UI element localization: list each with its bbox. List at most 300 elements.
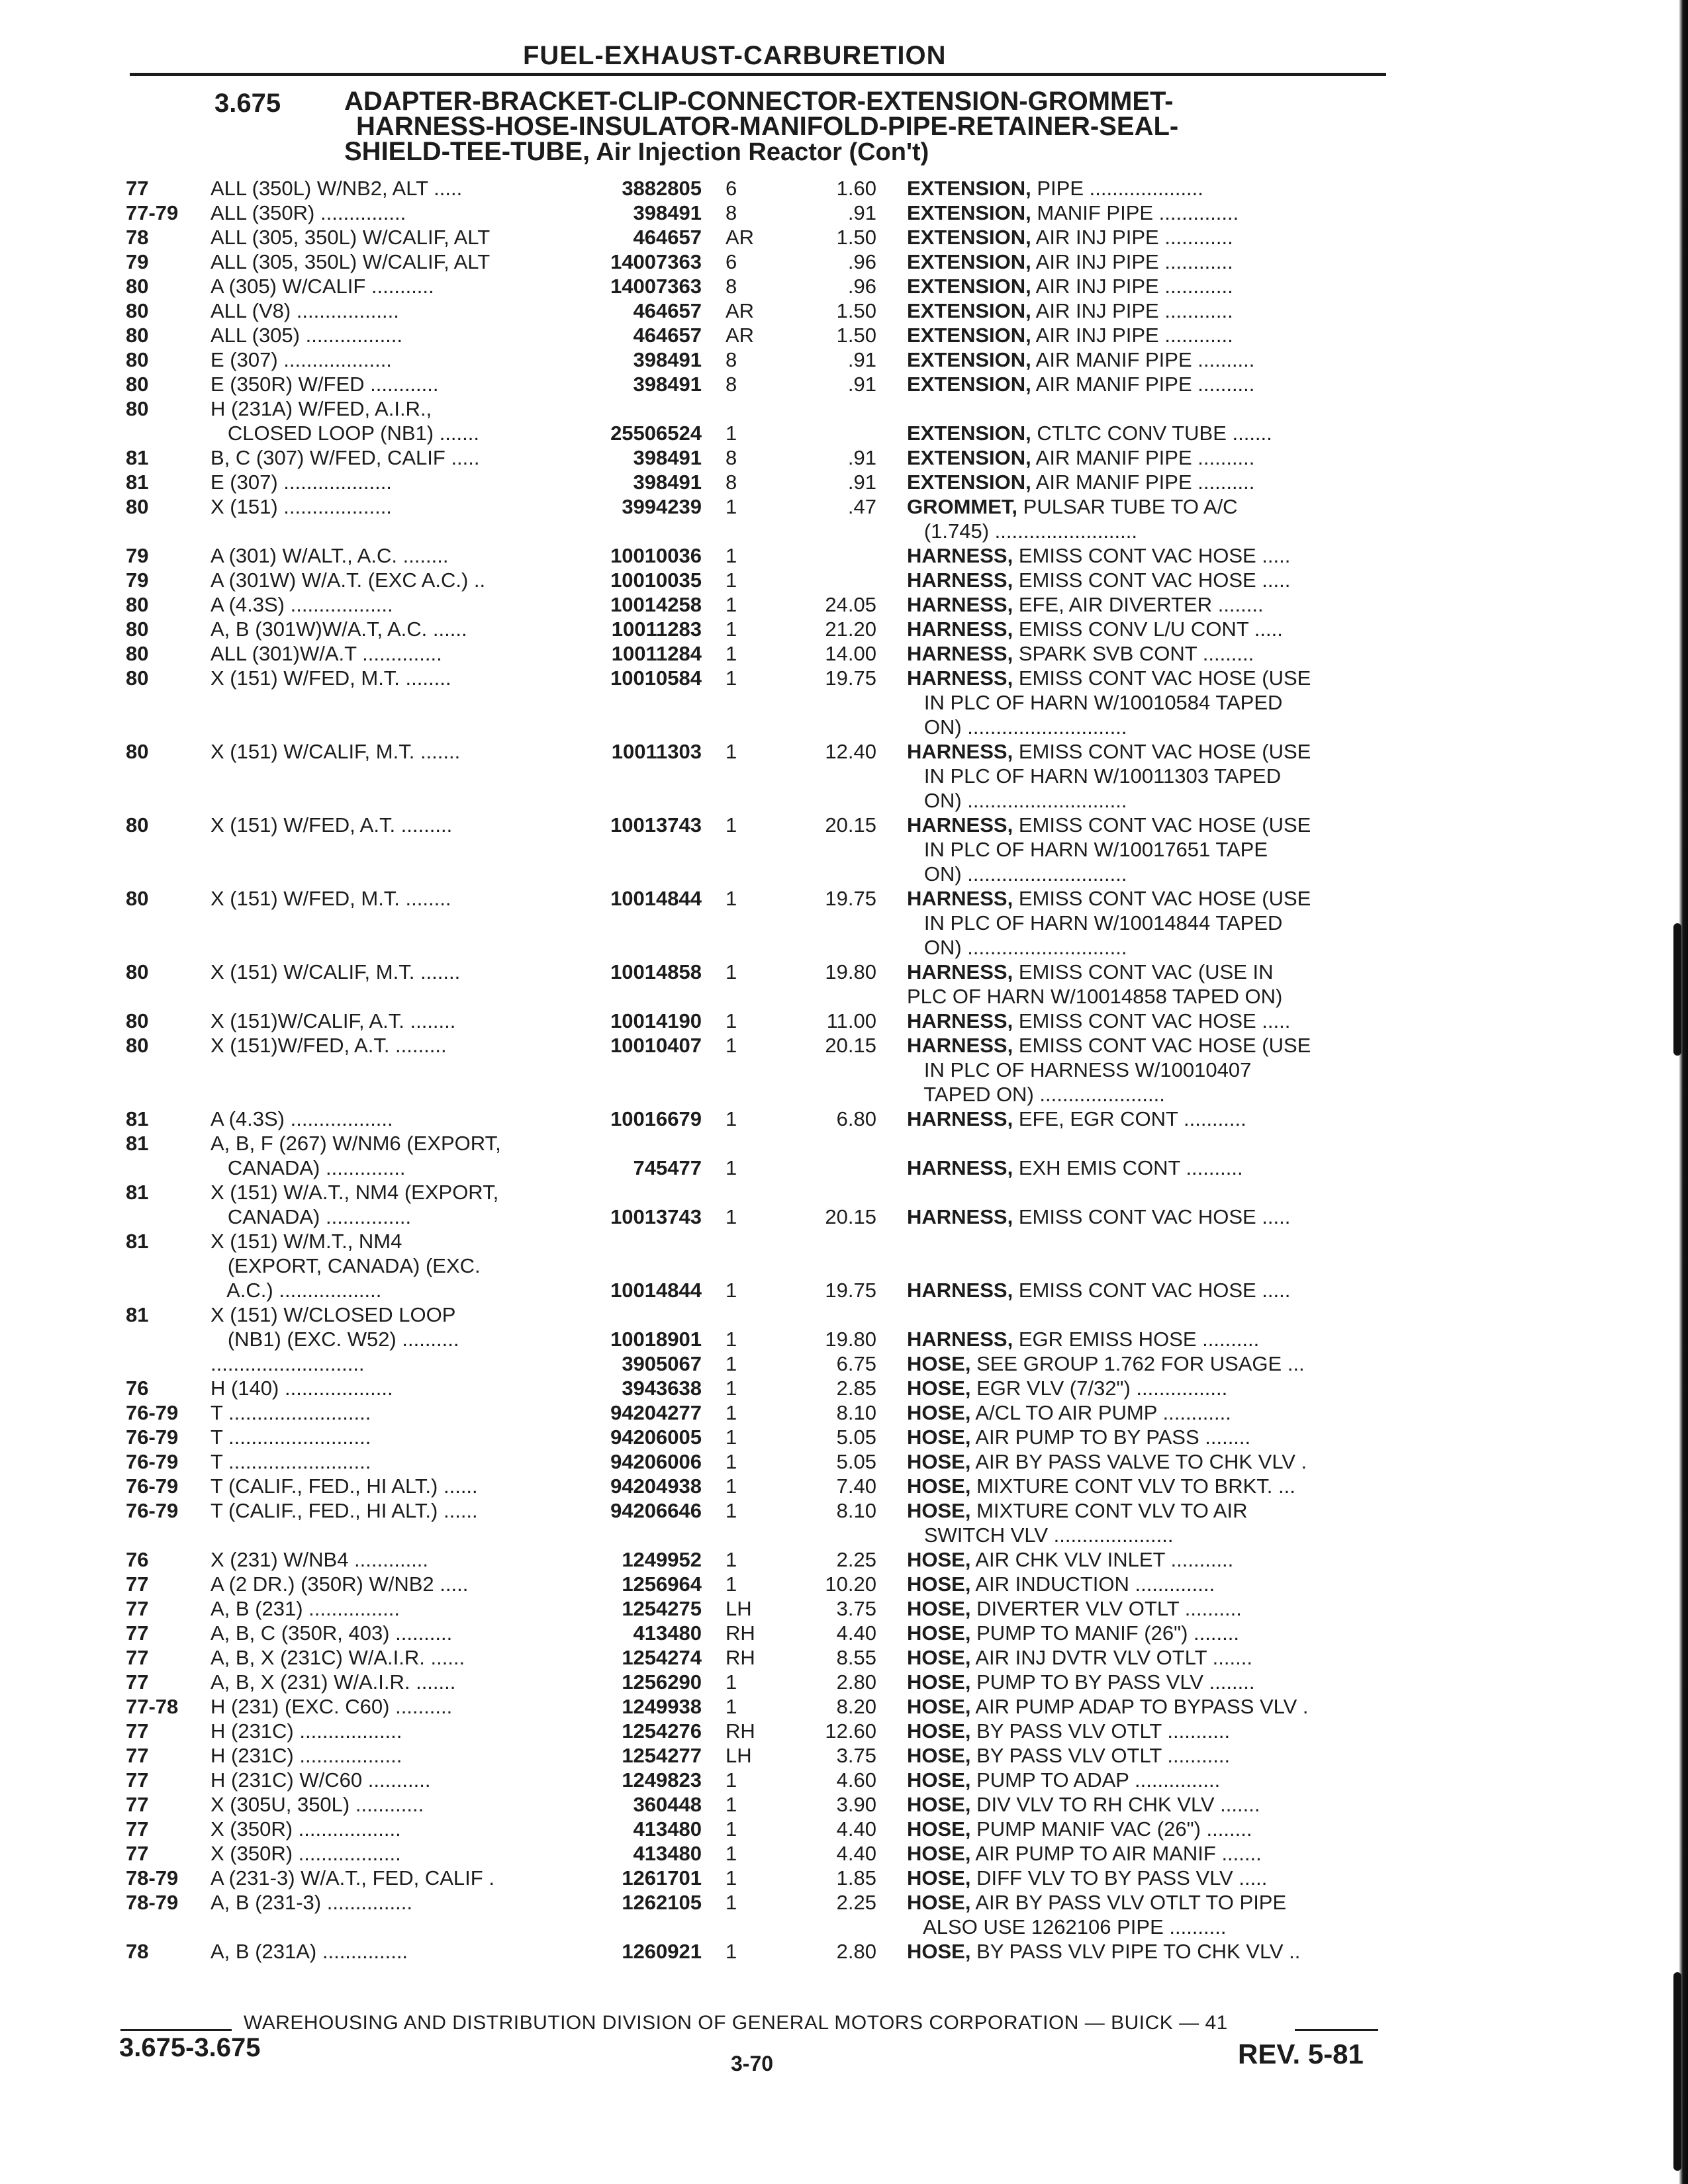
section-title-line: ADAPTER-BRACKET-CLIP-CONNECTOR-EXTENSION-GROMMET-: [344, 87, 1174, 116]
year-cell: 77: [126, 1793, 149, 1816]
part-number-cell: 1260921: [622, 1940, 702, 1963]
table-row: [0, 1376, 1688, 1400]
model-cell: X (231) W/NB4 .............: [211, 1548, 429, 1571]
year-cell: 76: [126, 1377, 149, 1400]
quantity-cell: 1: [726, 1499, 737, 1522]
footer-text: WAREHOUSING AND DISTRIBUTION DIVISION OF GENERAL MOTORS CORPORATION — BUICK — 41: [244, 2012, 1228, 2034]
description-cell: [907, 617, 1383, 641]
footer-rule-right: [1295, 2029, 1378, 2031]
description-keyword: HARNESS,: [907, 887, 1013, 910]
description-text: BY PASS VLV OTLT ...........: [970, 1719, 1231, 1743]
description-text: DIFF VLV TO BY PASS VLV .....: [970, 1866, 1268, 1889]
part-number-cell: 398491: [633, 471, 702, 494]
part-number-cell: 14007363: [610, 275, 702, 298]
description-keyword: HOSE,: [907, 1817, 971, 1841]
description-cell: [907, 225, 1383, 250]
quantity-cell: 1: [726, 813, 737, 837]
table-row: [0, 1229, 1688, 1302]
table-row: [0, 813, 1688, 886]
quantity-cell: 1: [726, 1156, 737, 1179]
price-cell: .96: [847, 250, 876, 273]
description-cell: [907, 494, 1383, 543]
description-cell: [907, 592, 1383, 617]
part-number-cell: 1249938: [622, 1695, 702, 1718]
section-number: 3.675: [214, 89, 281, 118]
quantity-cell: 8: [726, 348, 737, 371]
quantity-cell: AR: [726, 324, 755, 347]
quantity-cell: 8: [726, 471, 737, 494]
model-cell: ...........................: [211, 1352, 365, 1375]
description-cell: [907, 1278, 1383, 1302]
year-cell: 80: [126, 324, 149, 347]
table-row: [0, 323, 1688, 347]
description-text: AIR BY PASS VALVE TO CHK VLV .: [970, 1450, 1307, 1473]
part-number-cell: 464657: [633, 299, 702, 322]
year-cell: 80: [126, 1009, 149, 1032]
model-cell: X (151)W/FED, A.T. .........: [211, 1034, 447, 1057]
table-row: [0, 470, 1688, 494]
part-number-cell: 94206005: [610, 1426, 702, 1449]
description-text: EFE, EGR CONT ...........: [1013, 1107, 1246, 1130]
part-number-cell: 398491: [633, 446, 702, 469]
description-keyword: HOSE,: [907, 1499, 971, 1522]
description-keyword: HOSE,: [907, 1940, 971, 1963]
part-number-cell: 10014858: [610, 960, 702, 983]
price-cell: .91: [847, 348, 876, 371]
table-row: [0, 543, 1688, 568]
description-text: EMISS CONT VAC (USE IN PLC OF HARN W/10014858 TAPED ON): [907, 960, 1283, 1008]
table-row: [0, 1449, 1688, 1474]
description-keyword: HOSE,: [907, 1768, 971, 1792]
part-number-cell: 745477: [633, 1156, 702, 1179]
description-text: AIR INJ PIPE ............: [1031, 250, 1233, 273]
table-row: [0, 1694, 1688, 1719]
table-row: [0, 1719, 1688, 1743]
part-number-cell: 398491: [633, 348, 702, 371]
section-title-subtitle: Air Injection Reactor (Con't): [590, 138, 929, 166]
price-cell: 3.90: [836, 1793, 876, 1816]
description-cell: [907, 1572, 1383, 1596]
description-cell: [907, 641, 1383, 666]
table-row: [0, 1302, 1688, 1351]
part-number-cell: 3943638: [622, 1377, 702, 1400]
description-keyword: EXTENSION,: [907, 177, 1031, 200]
year-cell: 77: [126, 1817, 149, 1841]
model-cell: A, B (301W)W/A.T, A.C. ......: [211, 617, 467, 641]
year-cell: 76: [126, 1548, 149, 1571]
description-keyword: EXTENSION,: [907, 348, 1031, 371]
model-cell: A, B (231-3) ...............: [211, 1891, 412, 1914]
quantity-cell: 1: [726, 495, 737, 518]
section-title-line: [344, 139, 1377, 165]
price-cell: 5.05: [836, 1450, 876, 1473]
year-cell: 77: [126, 1768, 149, 1792]
description-cell: [907, 1890, 1383, 1939]
model-cell: X (305U, 350L) ............: [211, 1793, 424, 1816]
year-cell: 79: [126, 569, 149, 592]
description-text: PUMP TO MANIF (26") ........: [970, 1621, 1239, 1645]
footer-page-number: 3-70: [731, 2052, 774, 2075]
description-keyword: EXTENSION,: [907, 226, 1031, 249]
part-number-cell: 1262105: [622, 1891, 702, 1914]
year-cell: 81: [126, 1303, 149, 1326]
year-cell: 76-79: [126, 1401, 179, 1424]
description-keyword: EXTENSION,: [907, 422, 1031, 445]
price-cell: 8.55: [836, 1646, 876, 1669]
description-text: EMISS CONT VAC HOSE .....: [1013, 544, 1291, 567]
year-cell: 81: [126, 446, 149, 469]
part-number-cell: 10011303: [611, 740, 702, 763]
table-row: [0, 225, 1688, 250]
description-cell: [907, 1156, 1383, 1180]
model-cell: H (231C) ..................: [211, 1719, 402, 1743]
model-cell: ALL (305) .................: [211, 324, 403, 347]
part-number-cell: 1256964: [622, 1572, 702, 1596]
price-cell: 11.00: [826, 1009, 876, 1032]
table-row: [0, 1474, 1688, 1498]
description-keyword: GROMMET,: [907, 495, 1018, 518]
year-cell: 78-79: [126, 1866, 179, 1889]
parts-table: [0, 176, 1688, 1964]
quantity-cell: 1: [726, 569, 737, 592]
part-number-cell: 360448: [633, 1793, 702, 1816]
year-cell: 79: [126, 544, 149, 567]
description-text: AIR INJ PIPE ............: [1031, 324, 1233, 347]
part-number-cell: 14007363: [610, 250, 702, 273]
description-keyword: HOSE,: [907, 1670, 971, 1694]
part-number-cell: 1249823: [622, 1768, 702, 1792]
part-number-cell: 10016679: [610, 1107, 702, 1130]
model-cell: ALL (350L) W/NB2, ALT .....: [211, 177, 463, 200]
description-text: EMISS CONV L/U CONT .....: [1013, 617, 1283, 641]
price-cell: 20.15: [825, 813, 876, 837]
part-number-cell: 10014844: [610, 1279, 702, 1302]
description-keyword: EXTENSION,: [907, 373, 1031, 396]
model-cell: ALL (V8) ..................: [211, 299, 399, 322]
price-cell: 1.50: [836, 324, 876, 347]
section-title-line: HARNESS-HOSE-INSULATOR-MANIFOLD-PIPE-RETAINER-SEAL-: [356, 112, 1179, 141]
quantity-cell: 1: [726, 1670, 737, 1694]
description-text: AIR INJ PIPE ............: [1031, 275, 1233, 298]
model-cell: B, C (307) W/FED, CALIF .....: [211, 446, 480, 469]
model-cell: H (231C) ..................: [211, 1744, 402, 1767]
model-cell: X (151) ...................: [211, 495, 392, 518]
part-number-cell: 464657: [633, 226, 702, 249]
description-cell: [907, 176, 1383, 201]
model-cell: A (2 DR.) (350R) W/NB2 .....: [211, 1572, 469, 1596]
price-cell: 3.75: [836, 1744, 876, 1767]
table-row: [0, 739, 1688, 813]
table-row: [0, 298, 1688, 323]
description-cell: [907, 347, 1383, 372]
part-number-cell: 413480: [633, 1842, 702, 1865]
part-number-cell: 413480: [633, 1817, 702, 1841]
quantity-cell: AR: [726, 226, 755, 249]
table-row: [0, 1939, 1688, 1964]
model-cell: A, B, F (267) W/NM6 (EXPORT, CANADA) ..............: [211, 1132, 501, 1179]
year-cell: 77-79: [126, 201, 179, 224]
quantity-cell: 8: [726, 446, 737, 469]
table-row: [0, 201, 1688, 225]
description-text: AIR INJ PIPE ............: [1031, 299, 1233, 322]
description-text: EMISS CONT VAC HOSE (USE IN PLC OF HARN W/10014844 TAPED ON) ............................: [923, 887, 1311, 959]
price-cell: 8.10: [836, 1499, 876, 1522]
quantity-cell: 1: [726, 1426, 737, 1449]
year-cell: 76-79: [126, 1475, 179, 1498]
description-keyword: HARNESS,: [907, 617, 1013, 641]
year-cell: 80: [126, 666, 149, 690]
description-cell: [907, 1449, 1383, 1474]
description-text: EMISS CONT VAC HOSE .....: [1013, 1009, 1291, 1032]
price-cell: .47: [847, 495, 876, 518]
description-text: CTLTC CONV TUBE .......: [1031, 422, 1272, 445]
table-row: [0, 396, 1688, 445]
description-keyword: HOSE,: [907, 1426, 971, 1449]
quantity-cell: 1: [726, 1009, 737, 1032]
model-cell: ALL (350R) ...............: [211, 201, 406, 224]
footer-rule-left: [120, 2029, 232, 2031]
description-text: AIR MANIF PIPE ..........: [1031, 471, 1255, 494]
description-cell: [907, 1670, 1383, 1694]
price-cell: 19.75: [825, 1279, 876, 1302]
table-row: [0, 1107, 1688, 1131]
description-cell: [907, 445, 1383, 470]
model-cell: A, B (231A) ...............: [211, 1940, 408, 1963]
description-cell: [907, 739, 1383, 813]
description-cell: [907, 1547, 1383, 1572]
description-cell: [907, 1866, 1383, 1890]
footer-section: 3.675-3.675: [119, 2033, 261, 2062]
description-keyword: HOSE,: [907, 1695, 971, 1718]
description-text: PUMP MANIF VAC (26") ........: [970, 1817, 1252, 1841]
table-row: [0, 1817, 1688, 1841]
model-cell: ALL (305, 350L) W/CALIF, ALT: [211, 226, 491, 249]
description-text: EMISS CONT VAC HOSE (USE IN PLC OF HARN W/10011303 TAPED ON) ............................: [923, 740, 1311, 812]
description-text: AIR MANIF PIPE ..........: [1031, 446, 1255, 469]
model-cell: X (151) W/FED, A.T. .........: [211, 813, 453, 837]
model-cell: X (151) W/A.T., NM4 (EXPORT, CANADA) ...............: [211, 1181, 499, 1228]
table-row: [0, 1180, 1688, 1229]
model-cell: X (350R) ..................: [211, 1817, 401, 1841]
model-cell: X (151)W/CALIF, A.T. ........: [211, 1009, 456, 1032]
quantity-cell: 1: [726, 960, 737, 983]
page-header: FUEL-EXHAUST-CARBURETION: [523, 41, 947, 70]
description-keyword: EXTENSION,: [907, 299, 1031, 322]
header-rule: [130, 73, 1386, 76]
description-keyword: HARNESS,: [907, 1009, 1013, 1032]
quantity-cell: RH: [726, 1646, 755, 1669]
price-cell: 24.05: [825, 593, 876, 616]
description-text: A/CL TO AIR PUMP ............: [970, 1401, 1231, 1424]
part-number-cell: 1256290: [622, 1670, 702, 1694]
table-row: [0, 347, 1688, 372]
price-cell: .96: [847, 275, 876, 298]
price-cell: 21.20: [825, 617, 876, 641]
year-cell: 81: [126, 471, 149, 494]
description-text: AIR PUMP TO AIR MANIF .......: [970, 1842, 1262, 1865]
table-row: [0, 494, 1688, 543]
scan-edge-mark: [1673, 1972, 1681, 2171]
model-cell: A (4.3S) ..................: [211, 593, 393, 616]
description-cell: [907, 372, 1383, 396]
description-cell: [907, 1205, 1383, 1229]
description-text: AIR PUMP TO BY PASS ........: [970, 1426, 1251, 1449]
description-keyword: EXTENSION,: [907, 471, 1031, 494]
year-cell: 77: [126, 1646, 149, 1669]
quantity-cell: 8: [726, 373, 737, 396]
year-cell: 78: [126, 1940, 149, 1963]
part-number-cell: 94206646: [610, 1499, 702, 1522]
description-keyword: HARNESS,: [907, 1205, 1013, 1228]
table-row: [0, 1425, 1688, 1449]
part-number-cell: 94206006: [610, 1450, 702, 1473]
description-keyword: HARNESS,: [907, 593, 1013, 616]
quantity-cell: 1: [726, 642, 737, 665]
description-keyword: HOSE,: [907, 1891, 971, 1914]
description-keyword: HOSE,: [907, 1548, 971, 1571]
description-keyword: EXTENSION,: [907, 446, 1031, 469]
price-cell: 2.85: [836, 1377, 876, 1400]
description-text: MIXTURE CONT VLV TO AIR SWITCH VLV .....................: [923, 1499, 1248, 1547]
price-cell: 2.80: [836, 1940, 876, 1963]
description-cell: [907, 666, 1383, 739]
table-row: [0, 1768, 1688, 1792]
description-keyword: HOSE,: [907, 1719, 971, 1743]
quantity-cell: 1: [726, 1793, 737, 1816]
quantity-cell: 1: [726, 1205, 737, 1228]
description-cell: [907, 1351, 1383, 1376]
year-cell: 78-79: [126, 1891, 179, 1914]
price-cell: 19.80: [825, 960, 876, 983]
description-keyword: HARNESS,: [907, 1034, 1013, 1057]
description-text: BY PASS VLV OTLT ...........: [970, 1744, 1231, 1767]
model-cell: H (231A) W/FED, A.I.R., CLOSED LOOP (NB1) .......: [211, 397, 479, 445]
quantity-cell: 1: [726, 666, 737, 690]
description-text: SPARK SVB CONT .........: [1013, 642, 1254, 665]
description-text: EMISS CONT VAC HOSE (USE IN PLC OF HARN W/10010584 TAPED ON) ............................: [923, 666, 1311, 739]
price-cell: .91: [847, 201, 876, 224]
price-cell: 19.80: [825, 1328, 876, 1351]
description-text: BY PASS VLV PIPE TO CHK VLV ..: [970, 1940, 1301, 1963]
description-cell: [907, 1474, 1383, 1498]
year-cell: 80: [126, 960, 149, 983]
quantity-cell: 1: [726, 1548, 737, 1571]
quantity-cell: 1: [726, 1107, 737, 1130]
part-number-cell: 398491: [633, 373, 702, 396]
year-cell: 80: [126, 593, 149, 616]
model-cell: A, B, X (231) W/A.I.R. .......: [211, 1670, 456, 1694]
description-keyword: HOSE,: [907, 1572, 971, 1596]
part-number-cell: 1249952: [622, 1548, 702, 1571]
quantity-cell: AR: [726, 299, 755, 322]
price-cell: 1.50: [836, 226, 876, 249]
year-cell: 76-79: [126, 1450, 179, 1473]
table-row: [0, 1670, 1688, 1694]
part-number-cell: 10013743: [610, 813, 702, 837]
description-text: PIPE ....................: [1031, 177, 1203, 200]
table-row: [0, 1009, 1688, 1033]
price-cell: 1.85: [836, 1866, 876, 1889]
table-row: [0, 886, 1688, 960]
part-number-cell: 94204938: [610, 1475, 702, 1498]
year-cell: 80: [126, 617, 149, 641]
table-row: [0, 250, 1688, 274]
description-cell: [907, 1400, 1383, 1425]
year-cell: 81: [126, 1132, 149, 1155]
description-text: EGR EMISS HOSE ..........: [1013, 1328, 1260, 1351]
price-cell: .91: [847, 373, 876, 396]
quantity-cell: 1: [726, 1279, 737, 1302]
year-cell: 77: [126, 177, 149, 200]
description-text: PULSAR TUBE TO A/C (1.745) .........................: [923, 495, 1238, 543]
table-row: [0, 1890, 1688, 1939]
description-keyword: EXTENSION,: [907, 201, 1031, 224]
description-cell: [907, 1817, 1383, 1841]
quantity-cell: 6: [726, 177, 737, 200]
description-cell: [907, 1033, 1383, 1107]
description-keyword: EXTENSION,: [907, 275, 1031, 298]
footer-revision: REV. 5-81: [1238, 2038, 1364, 2070]
description-text: EXH EMIS CONT ..........: [1013, 1156, 1243, 1179]
price-cell: 7.40: [836, 1475, 876, 1498]
year-cell: 77: [126, 1572, 149, 1596]
table-row: [0, 445, 1688, 470]
table-row: [0, 1400, 1688, 1425]
quantity-cell: RH: [726, 1719, 755, 1743]
section-title-last: SHIELD-TEE-TUBE,: [344, 137, 590, 166]
description-keyword: HOSE,: [907, 1401, 971, 1424]
year-cell: 80: [126, 887, 149, 910]
description-cell: [907, 1376, 1383, 1400]
model-cell: T .........................: [211, 1401, 371, 1424]
table-row: [0, 1841, 1688, 1866]
table-row: [0, 617, 1688, 641]
model-cell: H (231C) W/C60 ...........: [211, 1768, 431, 1792]
model-cell: ALL (301)W/A.T ..............: [211, 642, 442, 665]
part-number-cell: 10010035: [610, 569, 702, 592]
description-cell: [907, 298, 1383, 323]
description-keyword: EXTENSION,: [907, 324, 1031, 347]
description-cell: [907, 250, 1383, 274]
description-text: EMISS CONT VAC HOSE .....: [1013, 1205, 1291, 1228]
part-number-cell: 10014258: [610, 593, 702, 616]
model-cell: A, B (231) ................: [211, 1597, 400, 1620]
year-cell: 77: [126, 1719, 149, 1743]
description-keyword: EXTENSION,: [907, 250, 1031, 273]
price-cell: 3.75: [836, 1597, 876, 1620]
description-keyword: HOSE,: [907, 1475, 971, 1498]
part-number-cell: 1261701: [622, 1866, 702, 1889]
quantity-cell: 1: [726, 1034, 737, 1057]
description-text: EFE, AIR DIVERTER ........: [1013, 593, 1264, 616]
table-row: [0, 1547, 1688, 1572]
year-cell: 76-79: [126, 1499, 179, 1522]
year-cell: 80: [126, 348, 149, 371]
year-cell: 80: [126, 373, 149, 396]
year-cell: 77: [126, 1597, 149, 1620]
description-text: EMISS CONT VAC HOSE (USE IN PLC OF HARNESS W/10010407 TAPED ON) ......................: [923, 1034, 1311, 1106]
part-number-cell: 1254277: [622, 1744, 702, 1767]
description-keyword: HOSE,: [907, 1866, 971, 1889]
price-cell: 4.40: [836, 1817, 876, 1841]
quantity-cell: 1: [726, 1768, 737, 1792]
description-keyword: HOSE,: [907, 1646, 971, 1669]
description-cell: [907, 1768, 1383, 1792]
description-keyword: HARNESS,: [907, 1107, 1013, 1130]
description-cell: [907, 1596, 1383, 1621]
description-cell: [907, 1425, 1383, 1449]
part-number-cell: 94204277: [610, 1401, 702, 1424]
